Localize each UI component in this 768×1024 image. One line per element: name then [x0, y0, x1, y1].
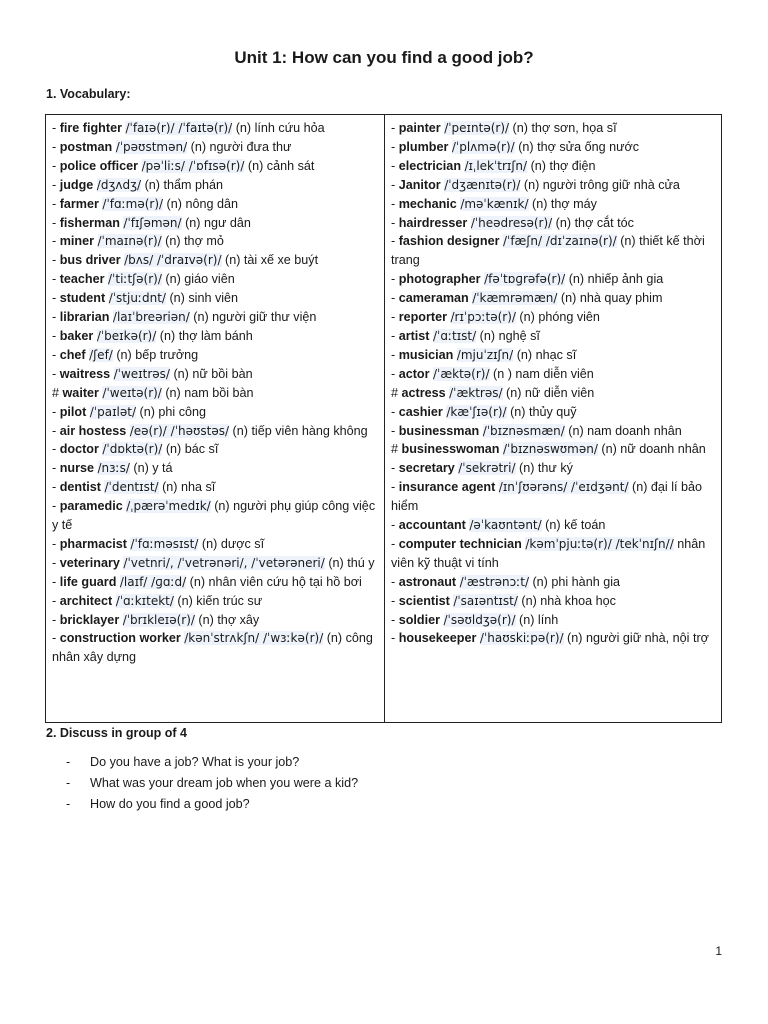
vocabulary-entry: [391, 270, 715, 289]
vocabulary-entry: [52, 629, 378, 667]
entry-prefix: -: [52, 612, 60, 627]
entry-term: astronaut: [398, 574, 457, 589]
entry-ipa: /kəmˈpjuːtə(r)/ /tekˈnɪʃn//: [525, 536, 674, 551]
vocabulary-entry: [52, 422, 378, 441]
entry-prefix: -: [391, 291, 399, 306]
entry-prefix: -: [52, 177, 60, 192]
entry-prefix: -: [391, 593, 399, 608]
vocabulary-entry: [391, 573, 715, 592]
vocabulary-entry: [52, 346, 378, 365]
entry-ipa: /ˈpəʊstmən/: [115, 139, 188, 154]
entry-meaning: (n) người đưa thư: [190, 139, 292, 154]
discussion-heading: 2. Discuss in group of 4: [46, 726, 187, 740]
entry-prefix: #: [52, 385, 63, 400]
vocabulary-entry: [52, 592, 378, 611]
entry-term: painter: [398, 121, 441, 135]
entry-term: musician: [398, 347, 454, 362]
vocabulary-entry: [52, 138, 378, 157]
entry-ipa: /ˈsekrətri/: [458, 461, 516, 476]
entry-prefix: -: [52, 404, 60, 419]
entry-meaning: (n) nghệ sĩ: [479, 328, 540, 343]
entry-ipa: /fəˈtɒɡrəfə(r)/: [484, 272, 566, 287]
entry-prefix: -: [52, 139, 60, 154]
entry-prefix: -: [391, 328, 399, 343]
entry-prefix: -: [391, 196, 399, 211]
entry-meaning: (n) bác sĩ: [165, 442, 219, 457]
entry-meaning: (n) thẩm phán: [144, 177, 223, 192]
entry-meaning: (n) nhạc sĩ: [516, 347, 577, 362]
entry-meaning: (n) cảnh sát: [247, 158, 315, 173]
entry-meaning: (n) ngư dân: [185, 215, 251, 230]
entry-ipa: /ˈbɪznəsmæn/: [482, 423, 565, 438]
entry-ipa: /ˈæstrənɔːt/: [459, 574, 529, 589]
entry-meaning: (n) phi công: [139, 404, 207, 419]
entry-prefix: -: [391, 631, 399, 646]
entry-meaning: (n) thợ điện: [530, 158, 596, 173]
entry-ipa: /ˈæktə(r)/: [433, 366, 490, 381]
vocabulary-entry: [52, 195, 378, 214]
bullet-dash: -: [66, 755, 71, 769]
entry-meaning: (n) thiết kế thời trang: [391, 234, 705, 268]
entry-ipa: /mjuˈzɪʃn/: [456, 347, 514, 362]
entry-prefix: -: [52, 158, 60, 173]
discussion-list: [66, 752, 358, 815]
entry-prefix: -: [52, 631, 60, 646]
entry-term: doctor: [59, 442, 99, 457]
entry-meaning: (n) nam bồi bàn: [165, 385, 254, 400]
entry-term: hairdresser: [398, 215, 468, 230]
entry-term: judge: [59, 177, 94, 192]
entry-prefix: -: [391, 480, 399, 495]
entry-term: scientist: [398, 593, 450, 608]
entry-term: computer technician: [398, 536, 522, 551]
entry-term: life guard: [59, 574, 117, 589]
entry-ipa: /ˈæktrəs/: [449, 385, 503, 400]
entry-ipa: /ˈdɒktə(r)/: [102, 442, 163, 457]
entry-prefix: -: [391, 461, 399, 476]
entry-meaning: (n) sinh viên: [169, 291, 239, 306]
page-title: Unit 1: How can you find a good job?: [234, 48, 534, 67]
vocabulary-entry: [391, 384, 715, 403]
vocabulary-entry: [391, 138, 715, 157]
entry-meaning: (n) nhà quay phim: [560, 291, 663, 306]
entry-term: Janitor: [398, 177, 441, 192]
entry-meaning: (n) nữ doanh nhân: [601, 442, 706, 457]
vocabulary-entry: [391, 157, 715, 176]
entry-meaning: (n) nhà khoa học: [521, 593, 616, 608]
entry-prefix: -: [52, 536, 60, 551]
entry-meaning: (n) lính: [519, 612, 559, 627]
vocabulary-entry: [391, 535, 715, 573]
entry-prefix: -: [52, 499, 60, 514]
entry-ipa: /kæˈʃɪə(r)/: [446, 404, 507, 419]
entry-prefix: -: [391, 234, 399, 249]
entry-prefix: -: [52, 215, 60, 230]
vocabulary-entry: [391, 611, 715, 630]
question-text: What was your dream job when you were a kid?: [90, 776, 359, 790]
vocabulary-entry: [52, 497, 378, 535]
entry-term: construction worker: [59, 631, 181, 646]
entry-ipa: /ˈkæmrəmæn/: [472, 291, 558, 306]
entry-ipa: /ˈheədresə(r)/: [470, 215, 553, 230]
vocabulary-entry: [52, 554, 378, 573]
vocabulary-entry: [52, 403, 378, 422]
bullet-dash: -: [66, 797, 71, 811]
entry-meaning: (n) công nhân xây dựng: [52, 631, 373, 665]
entry-prefix: -: [391, 612, 399, 627]
entry-term: cashier: [398, 404, 443, 419]
vocabulary-entry: [391, 592, 715, 611]
entry-term: police officer: [59, 158, 139, 173]
discussion-question: [66, 773, 358, 794]
vocabulary-entry: [391, 232, 715, 270]
entry-ipa: /kənˈstrʌkʃn/ /ˈwɜːkə(r)/: [184, 631, 324, 646]
entry-meaning: (n) nhân viên cứu hộ tại hồ bơi: [189, 574, 362, 589]
entry-ipa: /ˈstjuːdnt/: [108, 291, 166, 306]
entry-prefix: -: [391, 366, 399, 381]
entry-prefix: -: [391, 272, 399, 287]
entry-ipa: /bʌs/ /ˈdraɪvə(r)/: [124, 253, 222, 268]
entry-meaning: (n) giáo viên: [165, 272, 235, 287]
entry-term: veterinary: [59, 555, 120, 570]
entry-term: actress: [401, 385, 446, 400]
entry-meaning: (n) nam doanh nhân: [568, 423, 682, 438]
vocabulary-entry: [52, 365, 378, 384]
entry-prefix: -: [52, 442, 60, 457]
entry-prefix: -: [52, 328, 60, 343]
entry-term: soldier: [398, 612, 440, 627]
vocabulary-entry: [52, 611, 378, 630]
entry-term: insurance agent: [398, 480, 496, 495]
entry-term: secretary: [398, 461, 455, 476]
entry-ipa: /rɪˈpɔːtə(r)/: [450, 310, 516, 325]
vocabulary-entry: [52, 119, 378, 138]
entry-prefix: -: [391, 158, 399, 173]
entry-prefix: -: [52, 291, 60, 306]
entry-prefix: -: [391, 310, 399, 325]
entry-term: pharmacist: [59, 536, 127, 551]
entry-ipa: /ˈpaɪlət/: [89, 404, 137, 419]
entry-ipa: /ˈɑːtɪst/: [433, 328, 477, 343]
vocabulary-entry: [52, 478, 378, 497]
entry-term: air hostess: [59, 423, 127, 438]
vocabulary-entry: [391, 289, 715, 308]
entry-term: bus driver: [59, 253, 121, 268]
vocabulary-entry: [52, 232, 378, 251]
entry-meaning: (n) thợ làm bánh: [159, 328, 253, 343]
entry-prefix: -: [52, 310, 60, 325]
vocabulary-entry: [391, 422, 715, 441]
vocabulary-right-column: [385, 115, 721, 722]
vocabulary-entry: [391, 176, 715, 195]
vocabulary-entry: [52, 270, 378, 289]
entry-ipa: /ˌpærəˈmedɪk/: [126, 499, 211, 514]
entry-prefix: -: [52, 555, 60, 570]
entry-term: bricklayer: [59, 612, 120, 627]
entry-ipa: /ˈdʒænɪtə(r)/: [444, 177, 521, 192]
entry-term: dentist: [59, 480, 101, 495]
entry-term: architect: [59, 593, 113, 608]
vocabulary-entry: [391, 440, 715, 459]
entry-ipa: /ˈplʌmə(r)/: [451, 139, 515, 154]
entry-term: pilot: [59, 404, 87, 419]
entry-prefix: -: [52, 253, 60, 268]
vocabulary-entry: [52, 440, 378, 459]
entry-term: fashion designer: [398, 234, 500, 249]
entry-prefix: -: [391, 574, 399, 589]
entry-meaning: (n) thợ cắt tóc: [555, 215, 634, 230]
entry-term: fire fighter: [59, 121, 122, 135]
entry-prefix: -: [391, 121, 399, 135]
discussion-question: [66, 794, 358, 815]
entry-ipa: /ˈmaɪnə(r)/: [97, 234, 162, 249]
entry-ipa: /ˈfaɪə(r)/ /ˈfaɪtə(r)/: [125, 121, 233, 135]
entry-prefix: -: [52, 196, 60, 211]
vocabulary-entry: [52, 157, 378, 176]
entry-ipa: /ˈfæʃn/ /dɪˈzaɪnə(r)/: [502, 234, 617, 249]
entry-prefix: -: [52, 234, 60, 249]
entry-term: student: [59, 291, 106, 306]
entry-ipa: /ˈhaʊskiːpə(r)/: [479, 631, 564, 646]
entry-ipa: /ˈbrɪkleɪə(r)/: [122, 612, 195, 627]
entry-ipa: /ˈbɪznəswʊmən/: [503, 442, 598, 457]
entry-prefix: -: [391, 139, 399, 154]
entry-term: miner: [59, 234, 94, 249]
entry-ipa: /ˈvetnri/, /ˈvetrənəri/, /ˈvetərəneri/: [123, 555, 325, 570]
entry-ipa: /ˈweɪtə(r)/: [102, 385, 162, 400]
entry-prefix: -: [391, 215, 399, 230]
entry-ipa: /ɪˌlekˈtrɪʃn/: [464, 158, 528, 173]
entry-term: businesswoman: [401, 442, 500, 457]
entry-term: waiter: [62, 385, 99, 400]
vocabulary-entry: [52, 384, 378, 403]
entry-term: mechanic: [398, 196, 457, 211]
entry-meaning: (n) nữ diễn viên: [506, 385, 595, 400]
entry-meaning: (n) người trông giữ nhà cửa: [523, 177, 680, 192]
entry-meaning: (n) thợ mỏ: [165, 234, 224, 249]
vocabulary-left-column: [46, 115, 385, 722]
entry-prefix: -: [52, 347, 60, 362]
entry-ipa: /pəˈliːs/ /ˈɒfɪsə(r)/: [141, 158, 245, 173]
vocabulary-entry: [391, 478, 715, 516]
question-text: How do you find a good job?: [90, 797, 250, 811]
discussion-question: [66, 752, 358, 773]
entry-term: waitress: [59, 366, 111, 381]
entry-term: postman: [59, 139, 113, 154]
entry-meaning: (n) thợ xây: [198, 612, 260, 627]
entry-ipa: /ˈpeɪntə(r)/: [444, 121, 510, 135]
entry-term: nurse: [59, 461, 94, 476]
entry-prefix: #: [391, 442, 402, 457]
entry-ipa: /laɪf/ /ɡɑːd/: [119, 574, 187, 589]
entry-term: teacher: [59, 272, 105, 287]
entry-ipa: /eə(r)/ /ˈhəʊstəs/: [129, 423, 230, 438]
entry-prefix: -: [52, 272, 60, 287]
entry-meaning: (n) thợ sửa ống nước: [518, 139, 640, 154]
entry-meaning: (n) bếp trưởng: [116, 347, 199, 362]
entry-ipa: /ˈɑːkɪtekt/: [115, 593, 174, 608]
entry-ipa: /ˈsaɪəntɪst/: [453, 593, 518, 608]
vocabulary-entry: [391, 346, 715, 365]
entry-meaning: (n) thợ sơn, họa sĩ: [512, 121, 617, 135]
entry-meaning: (n) thủy quỹ: [510, 404, 577, 419]
entry-meaning: (n) nhiếp ảnh gia: [568, 272, 664, 287]
vocabulary-entry: [52, 308, 378, 327]
vocabulary-entry: [52, 535, 378, 554]
entry-prefix: -: [52, 423, 60, 438]
entry-term: businessman: [398, 423, 480, 438]
question-text: Do you have a job? What is your job?: [90, 755, 300, 769]
vocabulary-entry: [52, 214, 378, 233]
entry-ipa: /əˈkaʊntənt/: [469, 518, 542, 533]
entry-ipa: /ˈfɑːmə(r)/: [102, 196, 164, 211]
entry-prefix: -: [391, 347, 399, 362]
entry-meaning: (n) dược sĩ: [201, 536, 265, 551]
vocabulary-table: [45, 114, 722, 723]
entry-term: plumber: [398, 139, 449, 154]
vocabulary-entry: [391, 459, 715, 478]
vocabulary-entry: [52, 573, 378, 592]
entry-term: artist: [398, 328, 430, 343]
entry-meaning: (n) kế toán: [545, 518, 606, 533]
entry-prefix: -: [52, 366, 60, 381]
entry-ipa: /ʃef/: [89, 347, 113, 362]
entry-ipa: /laɪˈbreəriən/: [112, 310, 190, 325]
entry-meaning: nhân viên kỹ thuật vi tính: [391, 536, 706, 570]
entry-term: librarian: [59, 310, 110, 325]
vocabulary-entry: [52, 176, 378, 195]
vocabulary-entry: [52, 459, 378, 478]
entry-meaning: (n) kiến trúc sư: [177, 593, 263, 608]
entry-meaning: (n) người giữ thư viện: [193, 310, 317, 325]
entry-prefix: -: [391, 177, 399, 192]
entry-meaning: (n) tài xế xe buýt: [225, 253, 319, 268]
vocabulary-entry: [391, 629, 715, 648]
entry-term: electrician: [398, 158, 462, 173]
entry-term: cameraman: [398, 291, 469, 306]
entry-term: photographer: [398, 272, 481, 287]
entry-ipa: /ɪnˈʃʊərəns/ /ˈeɪdʒənt/: [498, 480, 629, 495]
entry-meaning: (n ) nam diễn viên: [493, 366, 594, 381]
entry-term: farmer: [59, 196, 99, 211]
entry-meaning: (n) thú y: [328, 555, 375, 570]
entry-prefix: -: [52, 593, 60, 608]
entry-term: housekeeper: [398, 631, 477, 646]
entry-term: actor: [398, 366, 430, 381]
entry-term: paramedic: [59, 499, 123, 514]
entry-meaning: (n) y tá: [133, 461, 173, 476]
entry-meaning: (n) người phụ giúp công việc y tế: [52, 499, 376, 533]
entry-meaning: (n) phi hành gia: [532, 574, 621, 589]
entry-meaning: (n) thư ký: [519, 461, 573, 476]
vocabulary-entry: [52, 289, 378, 308]
entry-prefix: -: [391, 423, 399, 438]
entry-prefix: -: [52, 121, 60, 135]
entry-ipa: /ˈbeɪkə(r)/: [96, 328, 157, 343]
page-number: 1: [715, 944, 722, 958]
entry-meaning: (n) nông dân: [166, 196, 238, 211]
entry-prefix: -: [52, 461, 60, 476]
vocabulary-entry: [391, 195, 715, 214]
entry-prefix: -: [391, 536, 399, 551]
entry-meaning: (n) tiếp viên hàng không: [232, 423, 368, 438]
entry-meaning: (n) lính cứu hỏa: [235, 121, 325, 135]
entry-meaning: (n) nữ bồi bàn: [173, 366, 253, 381]
bullet-dash: -: [66, 776, 71, 790]
entry-prefix: -: [52, 574, 60, 589]
vocabulary-heading: 1. Vocabulary:: [46, 87, 131, 101]
entry-meaning: (n) người giữ nhà, nội trợ: [567, 631, 709, 646]
entry-ipa: /ˈfɑːməsɪst/: [130, 536, 199, 551]
vocabulary-entry: [52, 251, 378, 270]
entry-ipa: /ˈtiːtʃə(r)/: [108, 272, 162, 287]
vocabulary-entry: [52, 327, 378, 346]
entry-ipa: /ˈweɪtrəs/: [113, 366, 170, 381]
entry-ipa: /nɜːs/: [97, 461, 130, 476]
entry-ipa: /ˈsəʊldʒə(r)/: [443, 612, 516, 627]
entry-term: baker: [59, 328, 94, 343]
vocabulary-entry: [391, 403, 715, 422]
vocabulary-entry: [391, 365, 715, 384]
entry-ipa: /dʒʌdʒ/: [96, 177, 142, 192]
vocabulary-entry: [391, 214, 715, 233]
entry-meaning: (n) phóng viên: [519, 310, 600, 325]
vocabulary-entry: [391, 119, 715, 138]
entry-prefix: -: [52, 480, 60, 495]
entry-meaning: (n) nha sĩ: [162, 480, 216, 495]
entry-term: fisherman: [59, 215, 120, 230]
vocabulary-entry: [391, 308, 715, 327]
entry-term: reporter: [398, 310, 447, 325]
vocabulary-entry: [391, 327, 715, 346]
entry-meaning: (n) đại lí bảo hiểm: [391, 480, 703, 514]
entry-term: chef: [59, 347, 86, 362]
entry-prefix: -: [391, 404, 399, 419]
entry-term: accountant: [398, 518, 466, 533]
entry-meaning: (n) thợ máy: [532, 196, 597, 211]
entry-prefix: -: [391, 518, 399, 533]
entry-ipa: /ˈfɪʃəmən/: [123, 215, 182, 230]
entry-ipa: /ˈdentɪst/: [104, 480, 159, 495]
entry-ipa: /məˈkænɪk/: [460, 196, 529, 211]
entry-prefix: #: [391, 385, 402, 400]
vocabulary-entry: [391, 516, 715, 535]
